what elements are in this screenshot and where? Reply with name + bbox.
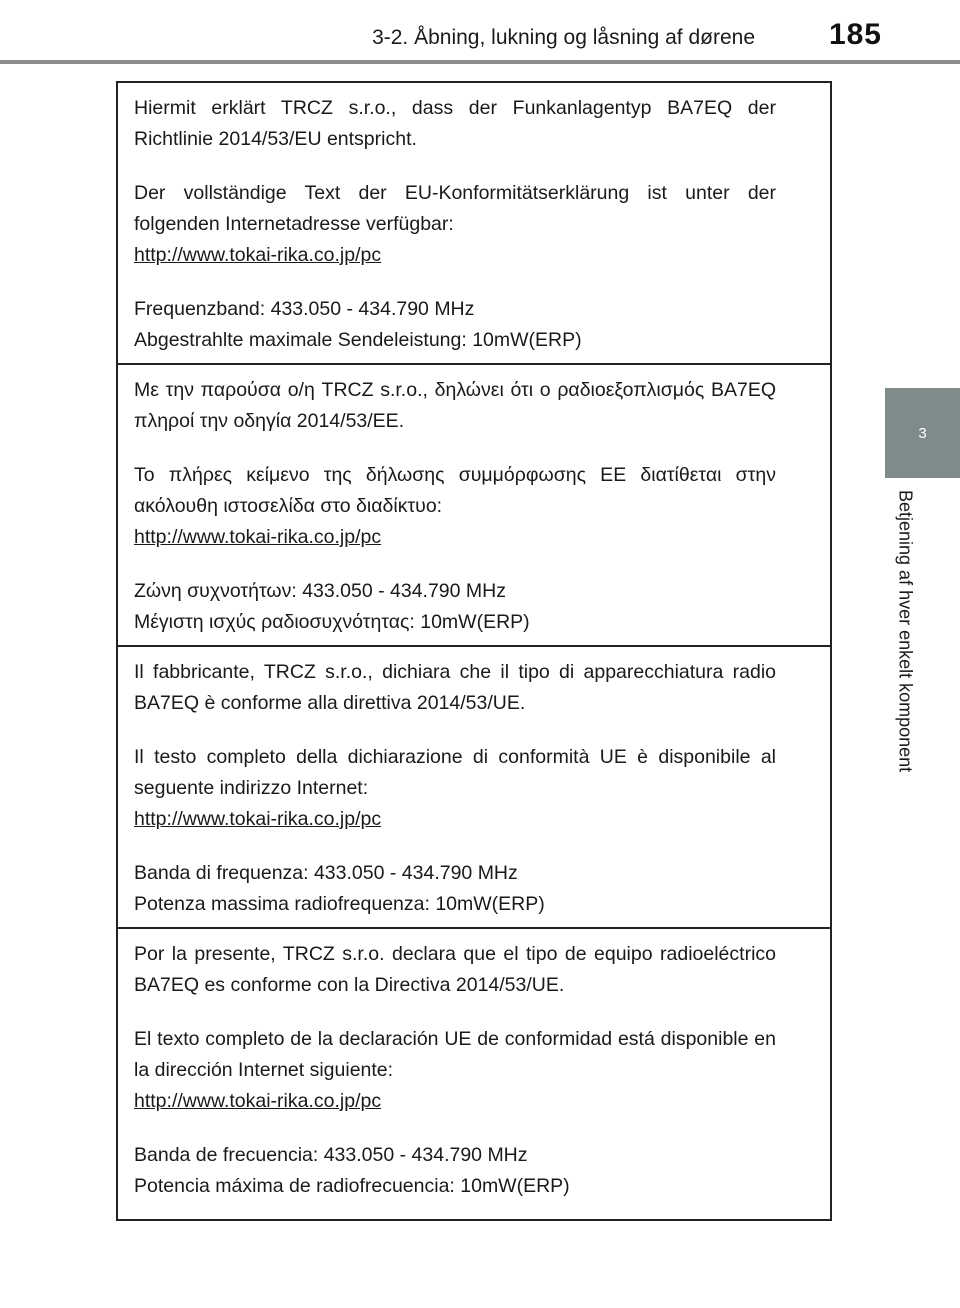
declaration-text: Il fabbricante, TRCZ s.r.o., dichiara che il tipo di apparecchiatura radio BA7EQ è conforme alla direttiva 2014/53/UE. xyxy=(134,661,776,714)
declaration-box xyxy=(116,81,832,1221)
availability-text: El texto completo de la declaración UE de conformidad está disponible en la dirección Internet siguiente: xyxy=(134,1028,776,1081)
declaration-url-link[interactable]: http://www.tokai-rika.co.jp/pc xyxy=(134,244,382,266)
declaration-section-spanish xyxy=(118,929,830,1219)
declaration-url-link[interactable]: http://www.tokai-rika.co.jp/pc xyxy=(134,526,382,548)
chapter-tab xyxy=(885,388,960,478)
frequency-band-text: Ζώνη συχνοτήτων: 433.050 - 434.790 MHz xyxy=(134,580,506,602)
availability-text: Il testo completo della dichiarazione di conformità UE è disponibile al seguente indirizzo Internet: xyxy=(134,746,776,799)
page-number: 185 xyxy=(828,18,882,51)
declaration-section-german xyxy=(118,83,830,365)
availability-text: Το πλήρες κείμενο της δήλωσης συμμόρφωσης ΕΕ διατίθεται στην ακόλουθη ιστοσελίδα στο διαδίκτυο: xyxy=(134,464,776,517)
declaration-text: Με την παρούσα ο/η TRCZ s.r.o., δηλώνει ότι ο ραδιοεξοπλισμός BA7EQ πληροί την οδηγία 2014/53/ΕΕ. xyxy=(134,379,776,432)
max-power-text: Potencia máxima de radiofrecuencia: 10mW(ERP) xyxy=(134,1175,570,1197)
max-power-text: Μέγιστη ισχύς ραδιοσυχνότητας: 10mW(ERP) xyxy=(134,611,530,633)
declaration-url-link[interactable]: http://www.tokai-rika.co.jp/pc xyxy=(134,808,382,830)
declaration-text: Por la presente, TRCZ s.r.o. declara que el tipo de equipo radioeléctrico BA7EQ es conforme con la Directiva 2014/53/UE. xyxy=(134,943,776,996)
frequency-band-text: Banda de frecuencia: 433.050 - 434.790 MHz xyxy=(134,1144,528,1166)
header-rule xyxy=(0,60,960,64)
declaration-section-greek xyxy=(118,365,830,647)
section-title: 3-2. Åbning, lukning og låsning af dørene xyxy=(372,26,755,49)
chapter-label xyxy=(885,490,925,830)
chapter-label-text: Betjening af hver enkelt komponent xyxy=(895,490,916,773)
max-power-text: Potenza massima radiofrequenza: 10mW(ERP) xyxy=(134,893,545,915)
declaration-url-link[interactable]: http://www.tokai-rika.co.jp/pc xyxy=(134,1090,382,1112)
availability-text: Der vollständige Text der EU-Konformitätserklärung ist unter der folgenden Internetadresse verfügbar: xyxy=(134,182,776,235)
declaration-text: Hiermit erklärt TRCZ s.r.o., dass der Funkanlagentyp BA7EQ der Richtlinie 2014/53/EU entspricht. xyxy=(134,97,776,150)
max-power-text: Abgestrahlte maximale Sendeleistung: 10mW(ERP) xyxy=(134,329,582,351)
chapter-number: 3 xyxy=(918,424,927,442)
frequency-band-text: Frequenzband: 433.050 - 434.790 MHz xyxy=(134,298,475,320)
page-header xyxy=(0,0,960,64)
frequency-band-text: Banda di frequenza: 433.050 - 434.790 MHz xyxy=(134,862,518,884)
declaration-section-italian xyxy=(118,647,830,929)
